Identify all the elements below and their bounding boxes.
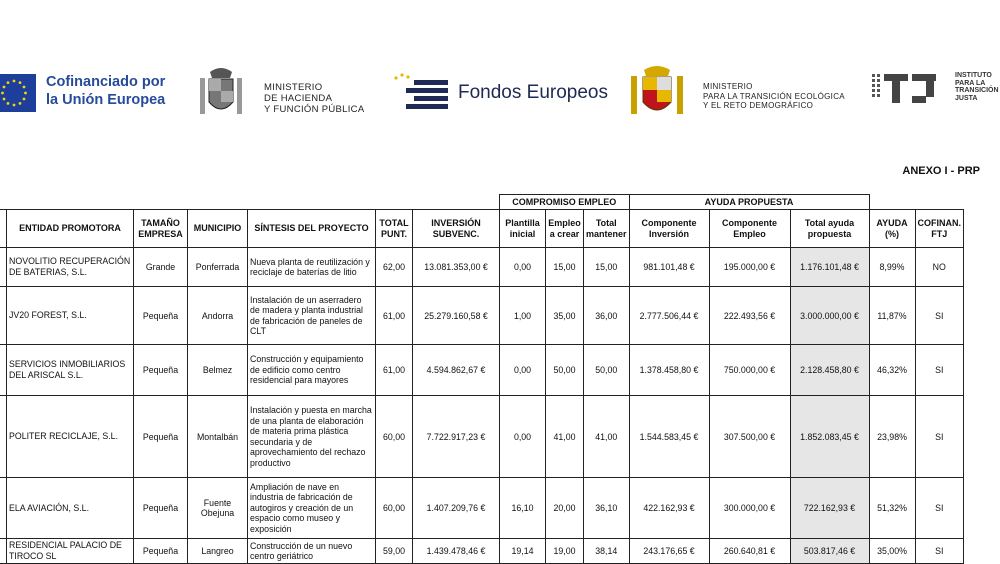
cell-entidad: NOVOLITIO RECUPERACIÓN DE BATERIAS, S.L. bbox=[7, 248, 134, 287]
column-header-comp-emp: Componente Empleo bbox=[709, 210, 790, 248]
cell-total: 1.852.083,45 € bbox=[790, 396, 869, 478]
cell-tamano: Pequeña bbox=[134, 539, 188, 564]
cell-comp-emp: 195.000,00 € bbox=[709, 248, 790, 287]
column-header-tamano: TAMAÑO EMPRESA bbox=[134, 210, 188, 248]
cell-ayuda: 46,32% bbox=[869, 345, 915, 396]
cell-total: 503.817,46 € bbox=[790, 539, 869, 564]
table-row bbox=[0, 478, 964, 539]
cell-empleo: 41,00 bbox=[546, 396, 584, 478]
cell-empleo: 50,00 bbox=[546, 345, 584, 396]
cell-empleo: 20,00 bbox=[546, 478, 584, 539]
cell-ayuda: 51,32% bbox=[869, 478, 915, 539]
cell-entidad: JV20 FOREST, S.L. bbox=[7, 287, 134, 345]
annex-title: ANEXO I - PRP bbox=[902, 165, 980, 177]
eu-cofinanced-logo-text: Cofinanciado por la Unión Europea bbox=[46, 74, 166, 108]
fondos-europeos-icon bbox=[392, 72, 450, 116]
cell-comp-inv: 243.176,65 € bbox=[629, 539, 709, 564]
cell-total: 3.000.000,00 € bbox=[790, 287, 869, 345]
cell-mantener: 50,00 bbox=[584, 345, 630, 396]
cell-mantener: 38,14 bbox=[584, 539, 630, 564]
cell-entidad: SERVICIOS INMOBILIARIOS DEL ARISCAL S.L. bbox=[7, 345, 134, 396]
cell-comp-emp: 750.000,00 € bbox=[709, 345, 790, 396]
cell-tamano: Pequeña bbox=[134, 478, 188, 539]
cell-comp-emp: 300.000,00 € bbox=[709, 478, 790, 539]
cell-entidad: RESIDENCIAL PALACIO DE TIROCO SL bbox=[7, 539, 134, 564]
column-header-mantener: Total mantener bbox=[584, 210, 630, 248]
cell-comp-inv: 2.777.506,44 € bbox=[629, 287, 709, 345]
cell-sintesis: Instalación de un aserradero de madera y planta industrial de fabricación de paneles de CLT bbox=[248, 287, 376, 345]
cell-ayuda: 23,98% bbox=[869, 396, 915, 478]
itj-logo-text: INSTITUTO PARA LA TRANSICIÓN JUSTA bbox=[955, 72, 999, 102]
cell-tamano: Pequeña bbox=[134, 287, 188, 345]
column-header-entidad: ENTIDAD PROMOTORA bbox=[7, 210, 134, 248]
column-header-sintesis: SÍNTESIS DEL PROYECTO bbox=[248, 210, 376, 248]
cell-total: 722.162,93 € bbox=[790, 478, 869, 539]
table-row bbox=[0, 248, 964, 287]
cell-ftj: SI bbox=[915, 539, 964, 564]
column-header-total: Total ayuda propuesta bbox=[790, 210, 869, 248]
cell-plantilla: 0,00 bbox=[500, 396, 546, 478]
cell-mantener: 15,00 bbox=[584, 248, 630, 287]
cell-plantilla: 0,00 bbox=[500, 248, 546, 287]
cell-sintesis: Ampliación de nave en industria de fabricación de autogiros y creación de un espacio como museo y exposición bbox=[248, 478, 376, 539]
cell-inversion: 13.081.353,00 € bbox=[413, 248, 500, 287]
ministry-hacienda-text: MINISTERIO DE HACIENDA Y FUNCIÓN PÚBLICA bbox=[264, 82, 365, 115]
cell-comp-emp: 222.493,56 € bbox=[709, 287, 790, 345]
cell-comp-inv: 1.544.583,45 € bbox=[629, 396, 709, 478]
cell-mantener: 36,00 bbox=[584, 287, 630, 345]
cell-sintesis: Construcción de un nuevo centro geriátrico bbox=[248, 539, 376, 564]
cell-tamano: Grande bbox=[134, 248, 188, 287]
cell-mantener: 41,00 bbox=[584, 396, 630, 478]
cell-empleo: 15,00 bbox=[546, 248, 584, 287]
cell-tamano: Pequeña bbox=[134, 345, 188, 396]
spain-coat-of-arms-icon bbox=[196, 64, 246, 122]
cell-plantilla: 19,14 bbox=[500, 539, 546, 564]
eu-flag-icon bbox=[0, 74, 36, 112]
cell-empleo: 35,00 bbox=[546, 287, 584, 345]
column-header-punt: TOTAL PUNT. bbox=[376, 210, 413, 248]
cell-comp-emp: 307.500,00 € bbox=[709, 396, 790, 478]
cell-mantener: 36,10 bbox=[584, 478, 630, 539]
cell-municipio: Montalbán bbox=[188, 396, 248, 478]
cell-ftj: SI bbox=[915, 478, 964, 539]
cell-comp-inv: 422.162,93 € bbox=[629, 478, 709, 539]
cell-sintesis: Construcción y equipamiento de edificio como centro residencial para mayores bbox=[248, 345, 376, 396]
column-header-inversion: INVERSIÓN SUBVENC. bbox=[413, 210, 500, 248]
cell-punt: 60,00 bbox=[376, 396, 413, 478]
ministry-transicion-text: MINISTERIO PARA LA TRANSICIÓN ECOLÓGICA Y EL RETO DEMOGRÁFICO bbox=[703, 82, 845, 110]
cell-ftj: NO bbox=[915, 248, 964, 287]
cell-empleo: 19,00 bbox=[546, 539, 584, 564]
table-row bbox=[0, 287, 964, 345]
column-header-municipio: MUNICIPIO bbox=[188, 210, 248, 248]
cell-comp-emp: 260.640,81 € bbox=[709, 539, 790, 564]
cell-punt: 59,00 bbox=[376, 539, 413, 564]
cell-sintesis: Instalación y puesta en marcha de una planta de elaboración de materia prima plástica secundaria y de aprovechamiento del rechazo productivo bbox=[248, 396, 376, 478]
table-row bbox=[0, 539, 964, 564]
column-header-empleo: Empleo a crear bbox=[546, 210, 584, 248]
cell-total: 1.176.101,48 € bbox=[790, 248, 869, 287]
table-row bbox=[0, 345, 964, 396]
cell-punt: 62,00 bbox=[376, 248, 413, 287]
cell-inversion: 1.439.478,46 € bbox=[413, 539, 500, 564]
cell-inversion: 1.407.209,76 € bbox=[413, 478, 500, 539]
cell-inversion: 25.279.160,58 € bbox=[413, 287, 500, 345]
cell-tamano: Pequeña bbox=[134, 396, 188, 478]
cell-inversion: 4.594.862,67 € bbox=[413, 345, 500, 396]
cell-municipio: Langreo bbox=[188, 539, 248, 564]
cell-punt: 60,00 bbox=[376, 478, 413, 539]
cell-comp-inv: 1.378.458,80 € bbox=[629, 345, 709, 396]
spain-coat-of-arms-color-icon bbox=[628, 62, 686, 124]
cell-sintesis: Nueva planta de reutilización y reciclaje de baterías de litio bbox=[248, 248, 376, 287]
cell-plantilla: 16,10 bbox=[500, 478, 546, 539]
cell-ftj: SI bbox=[915, 287, 964, 345]
projects-table bbox=[0, 194, 964, 564]
cell-total: 2.128.458,80 € bbox=[790, 345, 869, 396]
group-header-ayuda: AYUDA PROPUESTA bbox=[629, 195, 869, 210]
cell-entidad: ELA AVIACIÓN, S.L. bbox=[7, 478, 134, 539]
table-row bbox=[0, 396, 964, 478]
cell-municipio: Fuente Obejuna bbox=[188, 478, 248, 539]
column-header-plantilla: Plantilla inicial bbox=[500, 210, 546, 248]
cell-municipio: Belmez bbox=[188, 345, 248, 396]
column-header-ftj: COFINAN. FTJ bbox=[915, 210, 964, 248]
cell-ayuda: 35,00% bbox=[869, 539, 915, 564]
cell-punt: 61,00 bbox=[376, 345, 413, 396]
cell-ftj: SI bbox=[915, 396, 964, 478]
cell-municipio: Andorra bbox=[188, 287, 248, 345]
group-header-compromiso: COMPROMISO EMPLEO bbox=[500, 195, 630, 210]
cell-inversion: 7.722.917,23 € bbox=[413, 396, 500, 478]
cell-municipio: Ponferrada bbox=[188, 248, 248, 287]
cell-plantilla: 1,00 bbox=[500, 287, 546, 345]
cell-entidad: POLITER RECICLAJE, S.L. bbox=[7, 396, 134, 478]
fondos-europeos-text: Fondos Europeos bbox=[458, 82, 608, 103]
itj-logo-icon bbox=[872, 72, 952, 106]
cell-ayuda: 8,99% bbox=[869, 248, 915, 287]
cell-ayuda: 11,87% bbox=[869, 287, 915, 345]
column-header-row bbox=[0, 210, 964, 248]
cell-plantilla: 0,00 bbox=[500, 345, 546, 396]
column-header-ayuda: AYUDA (%) bbox=[869, 210, 915, 248]
cell-ftj: SI bbox=[915, 345, 964, 396]
group-header-row bbox=[0, 195, 964, 210]
cell-comp-inv: 981.101,48 € bbox=[629, 248, 709, 287]
cell-punt: 61,00 bbox=[376, 287, 413, 345]
logo-bar bbox=[0, 58, 1000, 136]
column-header-comp-inv: Componente Inversión bbox=[629, 210, 709, 248]
